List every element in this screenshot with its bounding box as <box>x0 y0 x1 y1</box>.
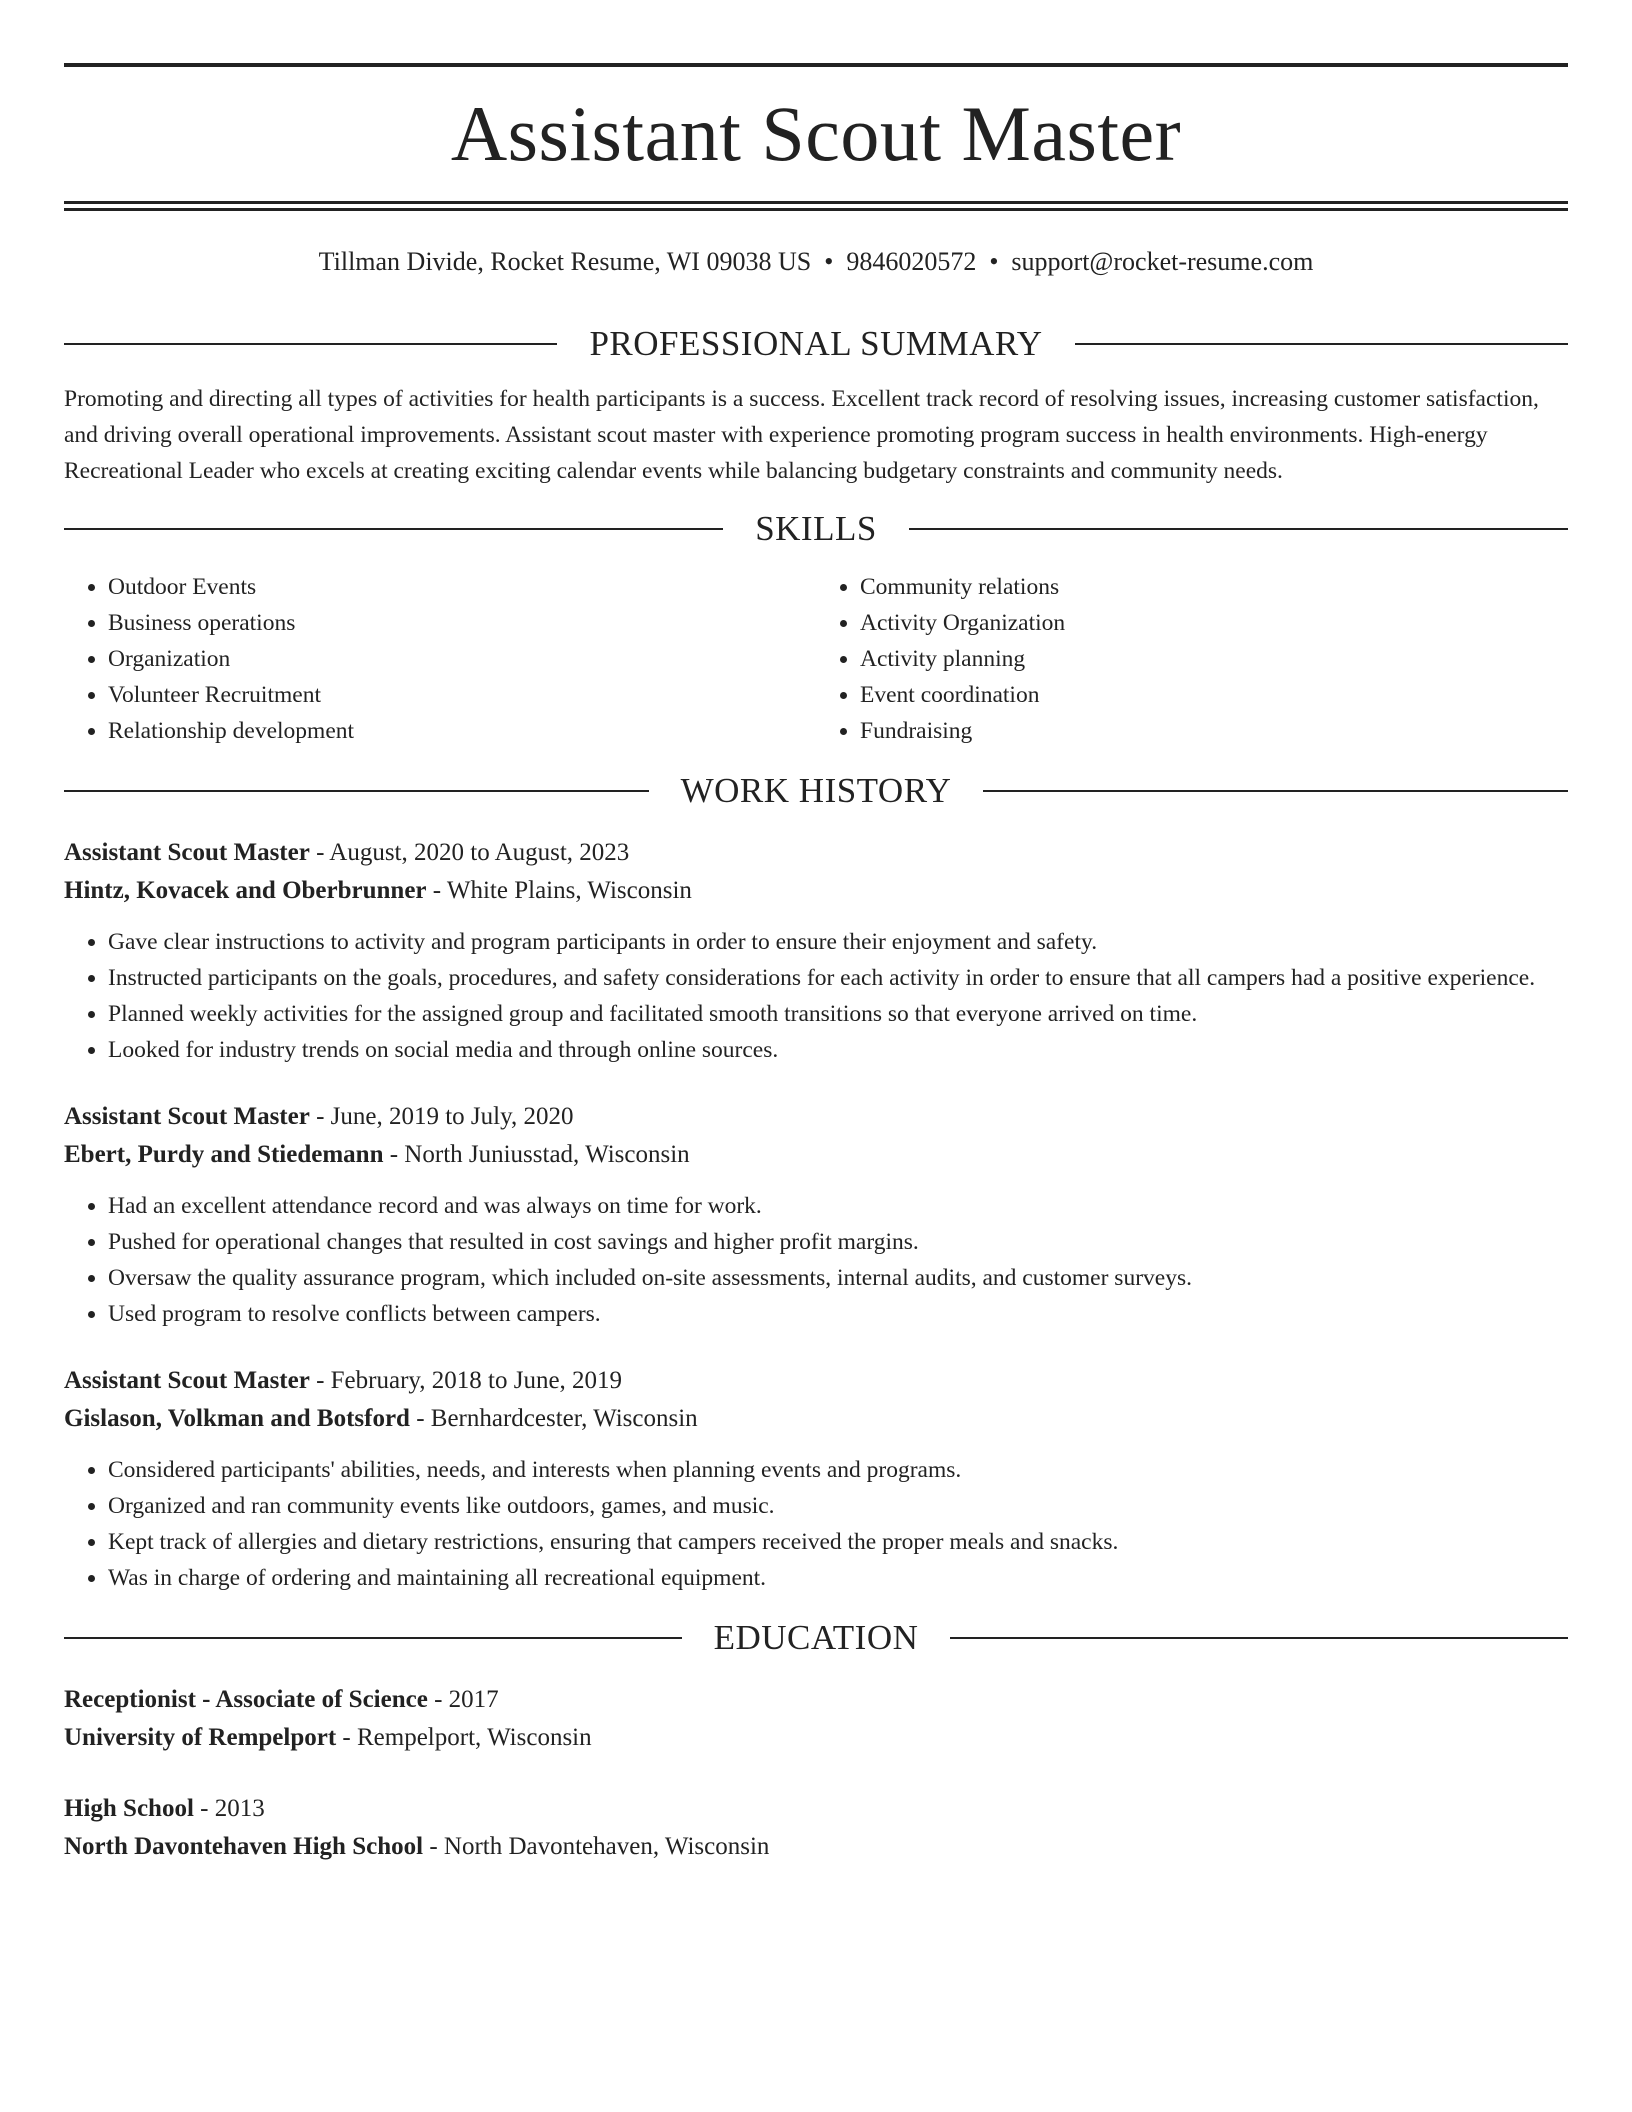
job-title-line <box>64 1362 1568 1400</box>
job-entry <box>64 1098 1568 1332</box>
header-bottom-rule <box>64 201 1568 211</box>
job-bullet: • Had an excellent attendance record and was always on time for work. <box>108 1188 1568 1224</box>
heading-rule-right <box>909 528 1568 530</box>
skill-item: • Community relations <box>860 569 1568 605</box>
contact-separator: • <box>989 247 999 276</box>
job-bullet: • Pushed for operational changes that resulted in cost savings and higher profit margins. <box>108 1224 1568 1260</box>
job-entry <box>64 834 1568 1068</box>
job-bullet: • Gave clear instructions to activity and program participants in order to ensure their enjoyment and safety. <box>108 924 1568 960</box>
summary-text: Promoting and directing all types of activities for health participants is a success. Excellent track record of resolving issues, increasing customer satisfaction, and driving overall operational improvements. Assistant scout master with experience promoting program success in health environments. High-energy Recreational Leader who excels at creating exciting calendar events while balancing budgetary constraints and community needs. <box>64 386 1539 484</box>
job-bullet: • Organized and ran community events like outdoors, games, and music. <box>108 1488 1568 1524</box>
job-company-line <box>64 1400 1568 1438</box>
education-degree: Receptionist - Associate of Science <box>64 1686 428 1713</box>
education-school-line <box>64 1719 1568 1757</box>
heading-rule-left <box>64 1637 682 1639</box>
job-bullet: • Considered participants' abilities, needs, and interests when planning events and programs. <box>108 1452 1568 1488</box>
skills-column-left <box>64 569 816 749</box>
education-heading <box>64 1618 1568 1658</box>
job-company: Hintz, Kovacek and Oberbrunner <box>64 877 427 904</box>
education-location: - North Davontehaven, Wisconsin <box>423 1833 770 1860</box>
job-bullet: • Looked for industry trends on social media and through online sources. <box>108 1032 1568 1068</box>
job-title: Assistant Scout Master <box>64 839 310 866</box>
heading-rule-right <box>1075 343 1568 345</box>
job-title: Assistant Scout Master <box>64 1367 310 1394</box>
summary-title: PROFESSIONAL SUMMARY <box>589 324 1043 363</box>
skill-item: • Volunteer Recruitment <box>108 677 816 713</box>
job-bullet: • Planned weekly activities for the assigned group and facilitated smooth transitions so that everyone arrived on time. <box>108 996 1568 1032</box>
skill-item: • Fundraising <box>860 713 1568 749</box>
education-entry <box>64 1790 1568 1866</box>
skill-item: • Business operations <box>108 605 816 641</box>
contact-phone: 9846020572 <box>846 247 977 276</box>
job-bullet: • Was in charge of ordering and maintaining all recreational equipment. <box>108 1560 1568 1596</box>
heading-rule-left <box>64 528 723 530</box>
contact-line <box>64 247 1568 277</box>
education-degree-line <box>64 1681 1568 1719</box>
job-bullets <box>64 1452 1568 1596</box>
job-company: Ebert, Purdy and Stiedemann <box>64 1141 384 1168</box>
header-top-rule <box>64 63 1568 67</box>
education-year: - 2017 <box>427 1686 499 1713</box>
skills-title: SKILLS <box>755 509 877 548</box>
skill-item: • Organization <box>108 641 816 677</box>
job-dates: - June, 2019 to July, 2020 <box>309 1103 574 1130</box>
heading-rule-right <box>950 1637 1568 1639</box>
job-title-line <box>64 834 1568 872</box>
heading-rule-left <box>64 790 649 792</box>
resume-header <box>64 0 1568 277</box>
job-bullet: • Instructed participants on the goals, procedures, and safety considerations for each activity in order to ensure that all campers had a positive experience. <box>108 960 1568 996</box>
education-school-line <box>64 1828 1568 1866</box>
summary-heading <box>64 324 1568 364</box>
job-title: Assistant Scout Master <box>64 1103 310 1130</box>
job-company: Gislason, Volkman and Botsford <box>64 1405 410 1432</box>
education-location: - Rempelport, Wisconsin <box>336 1724 592 1751</box>
work-heading <box>64 771 1568 811</box>
education-degree-line <box>64 1790 1568 1828</box>
skill-item: • Outdoor Events <box>108 569 816 605</box>
job-entry <box>64 1362 1568 1596</box>
education-title: EDUCATION <box>713 1618 919 1657</box>
skills-heading <box>64 509 1568 549</box>
job-dates: - February, 2018 to June, 2019 <box>309 1367 623 1394</box>
contact-address: Tillman Divide, Rocket Resume, WI 09038 US <box>318 247 812 276</box>
heading-rule-right <box>983 790 1568 792</box>
job-bullet: • Used program to resolve conflicts between campers. <box>108 1296 1568 1332</box>
job-bullet: • Oversaw the quality assurance program, which included on-site assessments, internal audits, and customer surveys. <box>108 1260 1568 1296</box>
skill-item: • Activity Organization <box>860 605 1568 641</box>
contact-separator: • <box>824 247 834 276</box>
education-degree: High School <box>64 1795 194 1822</box>
job-bullet: • Kept track of allergies and dietary restrictions, ensuring that campers received the proper meals and snacks. <box>108 1524 1568 1560</box>
contact-email: support@rocket-resume.com <box>1011 247 1314 276</box>
skills-column-right <box>816 569 1568 749</box>
work-title: WORK HISTORY <box>680 771 952 810</box>
skill-item: • Relationship development <box>108 713 816 749</box>
skill-item: • Event coordination <box>860 677 1568 713</box>
candidate-name: Assistant Scout Master <box>450 90 1182 177</box>
job-bullets <box>64 924 1568 1068</box>
job-company-line <box>64 1136 1568 1174</box>
skills-list <box>64 569 1568 749</box>
education-entry <box>64 1681 1568 1757</box>
skill-item: • Activity planning <box>860 641 1568 677</box>
education-school: University of Rempelport <box>64 1724 337 1751</box>
job-company-line <box>64 872 1568 910</box>
job-title-line <box>64 1098 1568 1136</box>
job-bullets <box>64 1188 1568 1332</box>
education-year: - 2013 <box>193 1795 265 1822</box>
heading-rule-left <box>64 343 557 345</box>
job-location: - Bernhardcester, Wisconsin <box>409 1405 698 1432</box>
education-school: North Davontehaven High School <box>64 1833 424 1860</box>
job-dates: - August, 2020 to August, 2023 <box>309 839 630 866</box>
job-location: - White Plains, Wisconsin <box>426 877 692 904</box>
job-location: - North Juniusstad, Wisconsin <box>383 1141 690 1168</box>
